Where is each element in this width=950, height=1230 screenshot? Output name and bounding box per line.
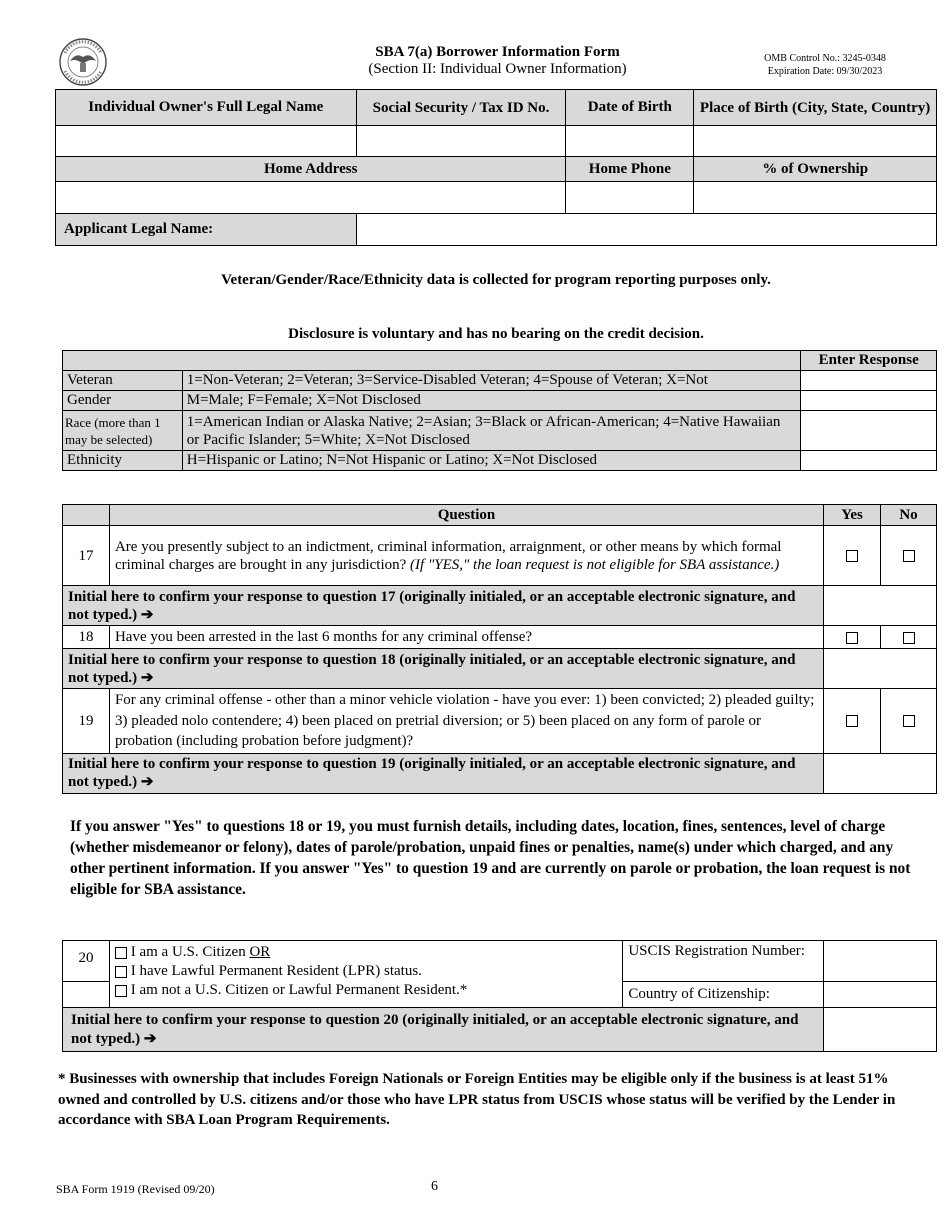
initial-text: Initial here to confirm your response to question 19 (originally initialed, or an acceptable electronic signature, and not typed.) — [68, 756, 796, 790]
reporting-note: Veteran/Gender/Race/Ethnicity data is collected for program reporting purposes only. — [221, 272, 771, 288]
questions-table — [62, 504, 937, 794]
no-header: No — [881, 505, 937, 526]
omb-control-number: OMB Control No.: 3245-0348 — [764, 53, 886, 64]
page-number: 6 — [431, 1179, 438, 1194]
question-number: 19 — [63, 689, 110, 754]
demographic-label: Veteran — [63, 371, 183, 391]
form-title: SBA 7(a) Borrower Information Form — [375, 44, 620, 60]
home-address-field[interactable] — [56, 182, 566, 214]
uscis-label: USCIS Registration Number: — [623, 941, 824, 982]
question-number: 18 — [63, 626, 110, 649]
form-subtitle: (Section II: Individual Owner Information) — [368, 61, 627, 77]
question-text-17 — [109, 526, 823, 586]
checkbox-icon — [903, 550, 915, 562]
q20-table — [62, 940, 937, 1052]
checkbox-icon — [846, 632, 858, 644]
demographics-table — [62, 350, 937, 471]
demographic-label: Race (more than 1 may be selected) — [63, 411, 183, 451]
q20-num-blank — [63, 982, 110, 1008]
lpr-option[interactable] — [115, 962, 617, 981]
pob-field[interactable] — [694, 126, 937, 157]
question-note: (If "YES," the loan request is not eligible for SBA assistance.) — [410, 556, 780, 573]
demographic-label: Ethnicity — [63, 451, 183, 471]
full-name-header: Individual Owner's Full Legal Name — [56, 90, 357, 126]
race-response-field[interactable] — [801, 411, 937, 451]
checkbox-icon — [903, 632, 915, 644]
q20-initial-field[interactable] — [824, 1008, 937, 1052]
veteran-response-field[interactable] — [801, 371, 937, 391]
checkbox-icon — [903, 715, 915, 727]
form-header — [300, 44, 695, 78]
demographic-options: M=Male; F=Female; X=Not Disclosed — [182, 391, 801, 411]
dob-header: Date of Birth — [566, 90, 694, 126]
us-citizen-option[interactable] — [115, 943, 617, 962]
q20-initial-label — [63, 1008, 824, 1052]
arrow-icon: ➔ — [140, 774, 154, 790]
checkbox-icon — [115, 947, 127, 959]
enter-response-header: Enter Response — [801, 351, 937, 371]
or-label: OR — [249, 944, 271, 960]
ethnicity-response-field[interactable] — [801, 451, 937, 471]
initial-text: Initial here to confirm your response to question 20 (originally initialed, or an acceptable electronic signature, and not typed.) — [71, 1011, 799, 1047]
option-label: I have Lawful Permanent Resident (LPR) status. — [130, 963, 422, 979]
demographic-options: 1=American Indian or Alaska Native; 2=Asian; 3=Black or African-American; 4=Native Hawaiian or Pacific Islander; 5=White; X=Not Disclosed — [182, 411, 801, 451]
demographic-options: H=Hispanic or Latino; N=Not Hispanic or Latino; X=Not Disclosed — [182, 451, 801, 471]
option-label: I am a U.S. Citizen — [130, 944, 250, 960]
q19-initial-label — [63, 753, 824, 793]
gender-response-field[interactable] — [801, 391, 937, 411]
checkbox-icon — [115, 966, 127, 978]
yes-details-instructions: If you answer "Yes" to questions 18 or 19, you must furnish details, including dates, location, fines, sentences, level of charge (whether misdemeanor or felony), dates of parole/probation, unpaid fines or penalties, name(s) under which charged, and any other pertinent information. If you answer "Yes" to question 19 and are currently on parole or probation, the loan request is not eligible for SBA assistance. — [70, 818, 911, 898]
applicant-name-label: Applicant Legal Name: — [56, 214, 357, 246]
question-text: Have you been arrested in the last 6 months for any criminal offense? — [109, 626, 823, 649]
q18-no-checkbox[interactable] — [881, 626, 937, 649]
ownership-header: % of Ownership — [694, 157, 937, 182]
full-name-field[interactable] — [56, 126, 357, 157]
question-text: For any criminal offense - other than a minor vehicle violation - have you ever: 1) been convicted; 2) pleaded guilty; 3) pleaded nolo contendere; 4) been placed on pretrial diversion; or 5) been placed on any form of parole or probation (including probation before judgment)? — [109, 689, 823, 754]
option-label: I am not a U.S. Citizen or Lawful Permanent Resident.* — [130, 982, 468, 998]
demographics-header-blank — [63, 351, 801, 371]
arrow-icon: ➔ — [143, 1030, 157, 1047]
home-phone-field[interactable] — [566, 182, 694, 214]
ownership-field[interactable] — [694, 182, 937, 214]
q17-initial-label — [63, 586, 824, 626]
q19-yes-checkbox[interactable] — [824, 689, 881, 754]
q17-initial-field[interactable] — [824, 586, 937, 626]
dob-field[interactable] — [566, 126, 694, 157]
ssn-header: Social Security / Tax ID No. — [356, 90, 566, 126]
question-text: Are you presently subject to an indictment, criminal information, arraignment, or other means by which formal criminal charges are brought in any jurisdiction? — [114, 538, 782, 573]
q20-options — [109, 941, 622, 1008]
question-num-header — [63, 505, 110, 526]
checkbox-icon — [846, 550, 858, 562]
non-citizen-option[interactable] — [115, 981, 617, 1000]
demographic-options: 1=Non-Veteran; 2=Veteran; 3=Service-Disabled Veteran; 4=Spouse of Veteran; X=Not — [182, 371, 801, 391]
omb-info — [735, 52, 915, 78]
foreign-ownership-footnote: * Businesses with ownership that includes Foreign Nationals or Foreign Entities may be eligible only if the business is at least 51% owned and controlled by U.S. citizens and/or those who have LPR status from USCIS whose status will be verified by the Lender in accordance with SBA Loan Program Requirements. — [58, 1071, 896, 1128]
pob-header: Place of Birth (City, State, Country) — [694, 90, 937, 126]
checkbox-icon — [115, 985, 127, 997]
initial-text: Initial here to confirm your response to question 18 (originally initialed, or an acceptable electronic signature, and not typed.) — [68, 651, 796, 686]
question-number: 17 — [63, 526, 110, 586]
arrow-icon: ➔ — [140, 606, 154, 623]
uscis-number-field[interactable] — [824, 941, 937, 982]
home-phone-header: Home Phone — [566, 157, 694, 182]
arrow-icon: ➔ — [140, 669, 154, 686]
disclosure-note: Disclosure is voluntary and has no bearing on the credit decision. — [288, 326, 704, 342]
initial-text: Initial here to confirm your response to question 17 (originally initialed, or an acceptable electronic signature, and not typed.) — [68, 588, 796, 623]
q18-yes-checkbox[interactable] — [824, 626, 881, 649]
yes-header: Yes — [824, 505, 881, 526]
form-id: SBA Form 1919 (Revised 09/20) — [56, 1182, 215, 1196]
q17-yes-checkbox[interactable] — [824, 526, 881, 586]
expiration-date: Expiration Date: 09/30/2023 — [767, 66, 883, 77]
country-field[interactable] — [824, 982, 937, 1008]
demographic-label: Gender — [63, 391, 183, 411]
checkbox-icon — [846, 715, 858, 727]
sba-seal-logo — [56, 37, 110, 87]
question-header: Question — [109, 505, 823, 526]
country-label: Country of Citizenship: — [623, 982, 824, 1008]
q19-initial-field[interactable] — [824, 753, 937, 793]
ssn-field[interactable] — [356, 126, 566, 157]
question-number: 20 — [63, 941, 110, 982]
q19-no-checkbox[interactable] — [881, 689, 937, 754]
home-address-header: Home Address — [56, 157, 566, 182]
owner-info-table — [55, 89, 937, 246]
q18-initial-field[interactable] — [824, 649, 937, 689]
q18-initial-label — [63, 649, 824, 689]
applicant-name-field[interactable] — [356, 214, 936, 246]
q17-no-checkbox[interactable] — [881, 526, 937, 586]
